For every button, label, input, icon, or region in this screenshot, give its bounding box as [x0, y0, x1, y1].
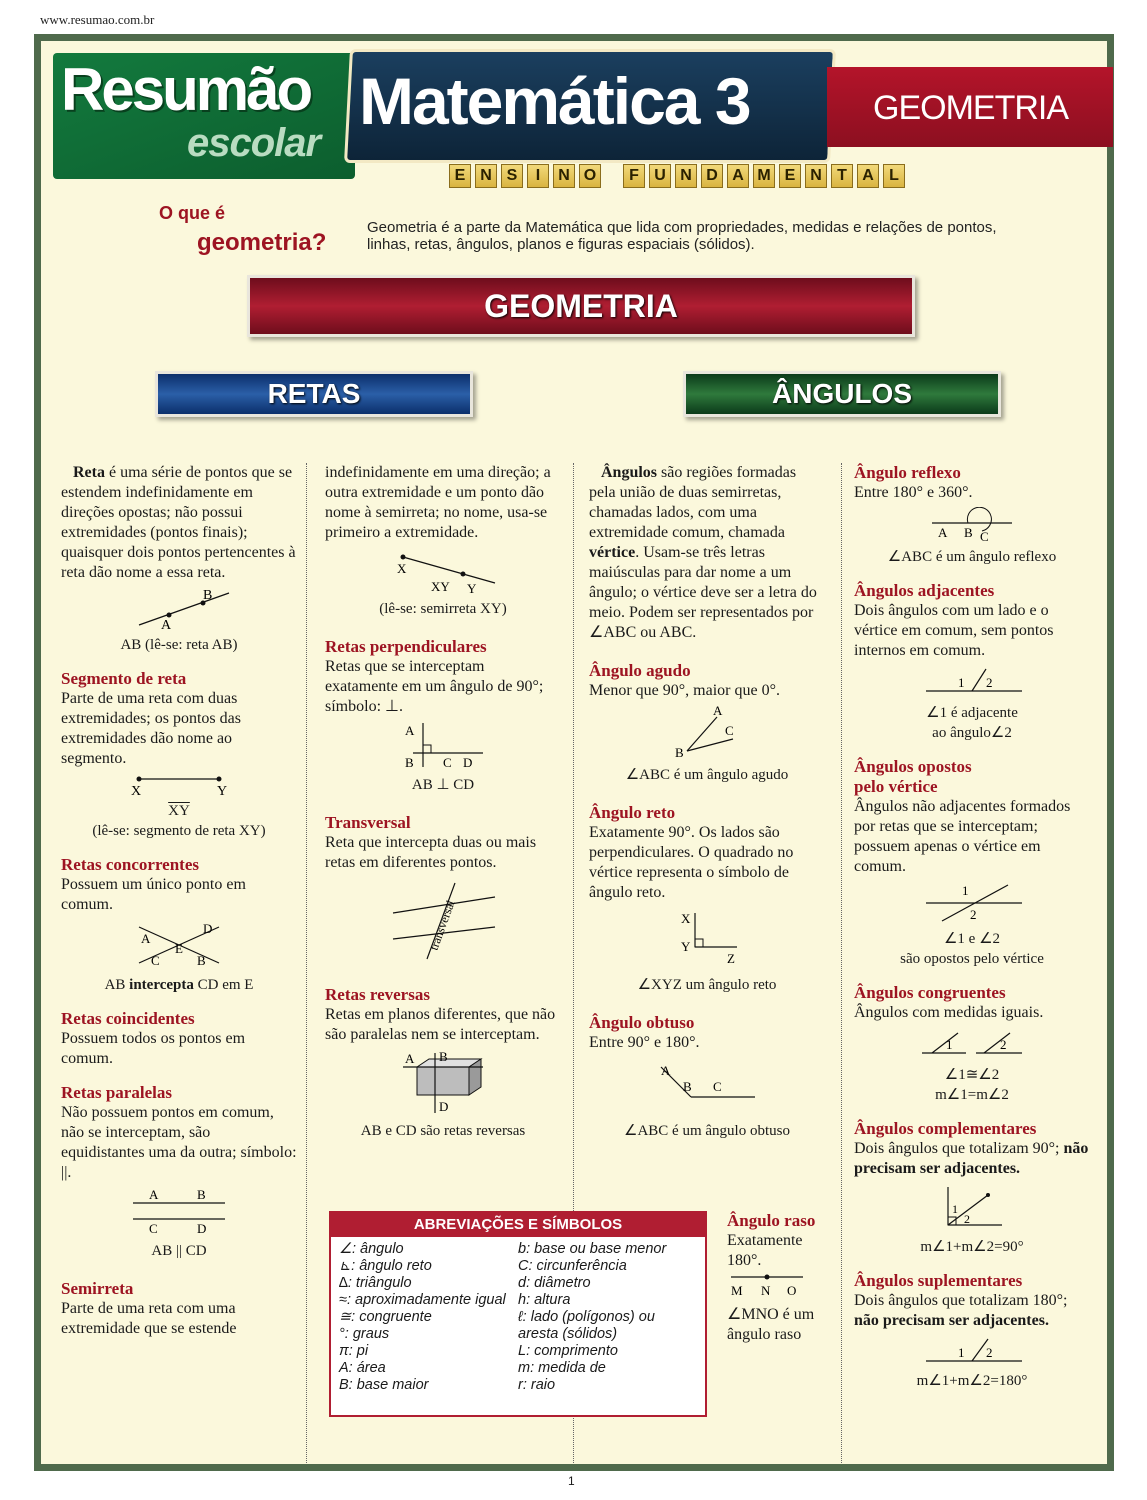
letter-tile: T — [831, 164, 853, 188]
suplementares-caption: m∠1+m∠2=180° — [916, 1373, 1028, 1389]
congruentes-caption-1: ∠1≅∠2 — [944, 1067, 1000, 1083]
column-angulos-1 — [589, 463, 825, 1141]
abbr-item: b: base ou base menor — [518, 1241, 667, 1257]
reta-definition — [61, 463, 297, 583]
adjacentes-text: Dois ângulos com um lado e o vértice em comum, sem pontos internos em comum. — [854, 602, 1054, 659]
svg-text:2: 2 — [1000, 1037, 1007, 1052]
column-divider — [841, 463, 842, 1463]
raso-block — [727, 1211, 837, 1345]
spacer — [854, 1105, 1090, 1119]
caption-bold: intercepta — [129, 977, 194, 993]
svg-text:Y: Y — [467, 581, 477, 595]
agudo-caption: ∠ABC é um ângulo agudo — [625, 767, 789, 783]
svg-text:1: 1 — [952, 1202, 958, 1216]
reversas-caption: AB e CD são retas reversas — [360, 1123, 526, 1139]
svg-text:A: A — [405, 723, 415, 738]
spacer — [589, 643, 825, 661]
letter-tile: L — [883, 164, 905, 188]
spacer — [854, 1257, 1090, 1271]
abbreviations-right — [518, 1241, 697, 1394]
topic-badge-label: GEOMETRIA — [873, 89, 1069, 127]
abbreviations-list — [331, 1237, 705, 1398]
raso-figure — [727, 1271, 807, 1299]
reversas-figure — [383, 1049, 503, 1117]
letter-tile: O — [579, 164, 601, 188]
reto-heading: Ângulo reto — [589, 803, 676, 822]
complementares-body: Dois ângulos que totalizam 90°; — [854, 1140, 1064, 1157]
letter-tile: E — [779, 164, 801, 188]
column-angulos-2 — [854, 463, 1090, 1391]
agudo-text: Menor que 90°, maior que 0°. — [589, 682, 780, 699]
suplementares-heading: Ângulos suplementares — [854, 1271, 1023, 1290]
angulos-term: Ângulos — [601, 464, 658, 481]
abbreviations-title: ABREVIAÇÕES E SÍMBOLOS — [331, 1213, 705, 1237]
suplementares-body: Dois ângulos que totalizam 180°; — [854, 1292, 1068, 1309]
segmento-heading: Segmento de reta — [61, 669, 187, 688]
column-retas-1 — [61, 463, 297, 1339]
congruentes-text: Ângulos com medidas iguais. — [854, 1004, 1044, 1021]
svg-text:A: A — [661, 1063, 671, 1078]
svg-text:C: C — [151, 953, 160, 968]
adjacentes-heading: Ângulos adjacentes — [854, 581, 995, 600]
abbr-item: ≅: congruente — [339, 1309, 432, 1325]
svg-text:D: D — [203, 921, 213, 936]
svg-text:N: N — [761, 1283, 771, 1298]
svg-text:B: B — [197, 1187, 206, 1202]
semirreta-text: Parte de uma reta com uma extremidade que se estende — [61, 1300, 237, 1337]
svg-text:X: X — [131, 784, 142, 797]
spacer — [854, 743, 1090, 757]
svg-text:1: 1 — [962, 883, 969, 898]
abbr-item: ≈: aproximadamente igual — [339, 1292, 506, 1308]
svg-text:1: 1 — [958, 675, 965, 690]
logo-subtitle: escolar — [187, 121, 321, 165]
reta-figure — [119, 587, 239, 631]
abbreviations-left — [339, 1241, 518, 1394]
svg-text:M: M — [731, 1283, 743, 1298]
section-banner-geometria: GEOMETRIA — [247, 275, 915, 337]
abbr-item: ℓ: lado (polígonos) ou aresta (sólidos) — [518, 1309, 655, 1342]
suplementares-note: não precisam ser adjacentes. — [854, 1312, 1049, 1329]
svg-text:A: A — [161, 618, 172, 631]
complementares-note: não precisam ser adjacentes. — [854, 1140, 1089, 1177]
complementares-heading: Ângulos complementares — [854, 1119, 1037, 1138]
svg-text:B: B — [964, 525, 973, 540]
semirreta-heading: Semirreta — [61, 1279, 134, 1298]
semirreta-figure — [383, 547, 503, 595]
svg-text:B: B — [405, 755, 414, 770]
caption-part: AB — [104, 977, 130, 993]
abbr-item: A: área — [339, 1360, 386, 1376]
section-banner-angulos: ÂNGULOS — [683, 371, 1001, 417]
abbr-item: ∠: ângulo — [339, 1241, 404, 1257]
intro-question-line1: O que é — [159, 203, 226, 223]
concorrentes-heading: Retas concorrentes — [61, 855, 200, 874]
svg-text:A: A — [141, 931, 151, 946]
brand-logo — [53, 53, 355, 179]
svg-text:C: C — [713, 1079, 722, 1094]
paralelas-figure — [119, 1187, 239, 1237]
semirreta-continued: indefinidamente em uma direção; a outra extremidade e um ponto dão nome à semirreta; no nome, usa-se primeiro a extremidade. — [325, 464, 551, 541]
opostos-heading-1: Ângulos opostos — [854, 757, 972, 776]
reto-caption: ∠XYZ um ângulo reto — [637, 977, 777, 993]
svg-text:D: D — [439, 1099, 449, 1114]
reta-text: é uma série de pontos que se estendem indefinidamente em direções opostas; não possui extremidades (pontos finais); quaisquer dois pontos pertencentes à reta dão nome a essa reta. — [61, 464, 296, 581]
svg-text:B: B — [439, 1049, 448, 1064]
page-number: 1 — [568, 1474, 575, 1488]
svg-text:2: 2 — [986, 1345, 993, 1360]
abbr-item: m: medida de — [518, 1360, 606, 1376]
letter-tile: A — [857, 164, 879, 188]
logo-title: Resumão — [61, 56, 311, 123]
adjacentes-caption-2: ao ângulo∠2 — [932, 725, 1012, 741]
svg-text:1: 1 — [958, 1345, 965, 1360]
column-retas-2 — [325, 463, 561, 1141]
perpendiculares-caption: AB ⊥ CD — [411, 777, 475, 793]
svg-text:B: B — [683, 1079, 692, 1094]
obtuso-heading: Ângulo obtuso — [589, 1013, 695, 1032]
svg-text:2: 2 — [986, 675, 993, 690]
opostos-heading-2: pelo vértice — [854, 777, 938, 796]
svg-text:A: A — [713, 705, 723, 718]
congruentes-figure — [912, 1027, 1032, 1061]
letter-tile: N — [475, 164, 497, 188]
congruentes-heading: Ângulos congruentes — [854, 983, 1006, 1002]
reta-term: Reta — [73, 464, 105, 481]
svg-text:C: C — [149, 1221, 158, 1236]
obtuso-figure — [647, 1057, 767, 1117]
abbr-item: d: diâmetro — [518, 1275, 591, 1291]
segmento-caption-2: (lê-se: segmento de reta XY) — [92, 823, 266, 839]
abbr-item: B: base maior — [339, 1377, 429, 1393]
paralelas-heading: Retas paralelas — [61, 1083, 172, 1102]
perpendiculares-heading: Retas perpendiculares — [325, 637, 487, 656]
spacer — [61, 995, 297, 1009]
concorrentes-figure — [119, 919, 239, 971]
reflexo-figure — [912, 507, 1032, 543]
angulos-text-2: . Usam-se três letras maiúsculas para dar nome a um ângulo; o vértice deve ser a letra do meio. Podem ser representados por ∠ABC ou ABC. — [589, 544, 817, 641]
svg-text:B: B — [203, 588, 213, 603]
abbr-item: r: raio — [518, 1377, 556, 1393]
letter-tile: N — [675, 164, 697, 188]
reflexo-text: Entre 180° e 360°. — [854, 484, 973, 501]
column-divider — [306, 463, 307, 1463]
svg-text:O: O — [787, 1283, 797, 1298]
agudo-heading: Ângulo agudo — [589, 661, 691, 680]
reversas-heading: Retas reversas — [325, 985, 430, 1004]
summary-card — [34, 34, 1114, 1471]
letter-tile: U — [649, 164, 671, 188]
raso-text: Exatamente 180°. — [727, 1232, 803, 1269]
svg-text:B: B — [675, 745, 684, 760]
vertice-term: vértice — [589, 544, 636, 561]
letter-tile: M — [753, 164, 775, 188]
spacer — [61, 1069, 297, 1083]
suplementares-text — [854, 1291, 1090, 1331]
abbr-item: π: pi — [339, 1343, 369, 1359]
concorrentes-caption — [61, 975, 297, 995]
paralelas-text: Não possuem pontos em comum, não se interceptam, são equidistantes uma da outra; símbolo: ||. — [61, 1104, 297, 1181]
segmento-caption-1: $\overline{XY}$ — [168, 803, 190, 819]
svg-text:Y: Y — [217, 784, 228, 797]
abbr-item: L: comprimento — [518, 1343, 618, 1359]
reto-text: Exatamente 90°. Os lados são perpendiculares. O quadrado no vértice representa o símbolo de ângulo reto. — [589, 824, 794, 901]
segmento-figure — [119, 773, 239, 797]
svg-text:1: 1 — [946, 1037, 953, 1052]
svg-text:E: E — [175, 941, 183, 956]
paralelas-caption: AB || CD — [151, 1243, 207, 1259]
congruentes-caption-2: m∠1=m∠2 — [935, 1087, 1009, 1103]
perpendiculares-figure — [383, 721, 503, 771]
caption-part: CD em E — [193, 977, 254, 993]
letter-tile: N — [553, 164, 575, 188]
abbreviations-box — [329, 1211, 707, 1417]
spacer — [61, 1261, 297, 1279]
letter-tile: E — [449, 164, 471, 188]
complementares-text — [854, 1139, 1090, 1179]
transversal-heading: Transversal — [325, 813, 411, 832]
transversal-text: Reta que intercepta duas ou mais retas em diferentes pontos. — [325, 834, 537, 871]
svg-text:X: X — [397, 561, 407, 576]
page-title: Matemática 3 — [359, 64, 750, 138]
opostos-text: Ângulos não adjacentes formados por retas que se interceptam; possuem apenas o vértice em comum. — [854, 798, 1071, 875]
abbr-item: h: altura — [518, 1292, 571, 1308]
svg-text:A: A — [149, 1187, 159, 1202]
intro-question-line2: geometria? — [197, 229, 327, 256]
subtitle-tiles — [449, 164, 905, 188]
svg-text:2: 2 — [964, 1212, 970, 1226]
reto-figure — [647, 907, 767, 971]
letter-tile: A — [727, 164, 749, 188]
coincidentes-text: Possuem todos os pontos em comum. — [61, 1030, 246, 1067]
section-banner-retas: RETAS — [155, 371, 473, 417]
svg-text:A: A — [405, 1051, 415, 1066]
concorrentes-text: Possuem um único ponto em comum. — [61, 876, 246, 913]
svg-text:D: D — [197, 1221, 207, 1236]
site-url[interactable]: www.resumao.com.br — [40, 12, 155, 27]
svg-text:C: C — [443, 755, 452, 770]
opostos-caption-2: são opostos pelo vértice — [900, 951, 1044, 967]
obtuso-caption: ∠ABC é um ângulo obtuso — [624, 1123, 790, 1139]
reversas-text: Retas em planos diferentes, que não são paralelas nem se interceptam. — [325, 1006, 556, 1043]
svg-text:Z: Z — [727, 951, 735, 966]
perpendiculares-text: Retas que se interceptam exatamente em um ângulo de 90°; símbolo: ⊥. — [325, 658, 544, 715]
adjacentes-figure — [912, 665, 1032, 699]
suplementares-figure — [912, 1335, 1032, 1367]
abbr-item: C: circunferência — [518, 1258, 627, 1274]
svg-text:C: C — [980, 529, 989, 543]
abbr-item: °: graus — [339, 1326, 390, 1342]
raso-caption: ∠MNO é um ângulo raso — [727, 1306, 815, 1343]
spacer — [61, 841, 297, 855]
spacer — [325, 967, 561, 985]
abbr-item: ⊾: ângulo reto — [339, 1258, 432, 1274]
svg-text:D: D — [463, 755, 473, 770]
segmento-text: Parte de uma reta com duas extremidades; os pontos das extremidades dão nome ao segmento. — [61, 690, 241, 767]
angulos-text: são regiões formadas pela união de duas semirretas, chamadas lados, com uma extremidade comum, chamada — [589, 464, 797, 541]
reflexo-caption: ∠ABC é um ângulo reflexo — [887, 549, 1057, 565]
svg-text:B: B — [197, 953, 206, 968]
opostos-figure — [912, 881, 1032, 925]
letter-tile: N — [805, 164, 827, 188]
reflexo-heading: Ângulo reflexo — [854, 463, 961, 482]
adjacentes-caption-1: ∠1 é adjacente — [926, 705, 1018, 721]
intro-text: Geometria é a parte da Matemática que lida com propriedades, medidas e relações de pontos, linhas, retas, ângulos, planos e figuras espaciais (sólidos). — [367, 219, 997, 253]
obtuso-text: Entre 90° e 180°. — [589, 1034, 700, 1051]
opostos-caption-1: ∠1 e ∠2 — [943, 931, 1001, 947]
spacer — [589, 785, 825, 803]
spacer — [854, 567, 1090, 581]
svg-text:XY: XY — [431, 579, 450, 594]
svg-text:Y: Y — [681, 939, 691, 954]
svg-text:A: A — [938, 525, 948, 540]
transversal-figure — [383, 877, 503, 963]
spacer — [854, 969, 1090, 983]
spacer — [325, 619, 561, 637]
svg-text:X: X — [681, 911, 691, 926]
spacer — [61, 655, 297, 669]
transversal-label: transversal — [426, 898, 458, 953]
svg-text:2: 2 — [970, 907, 977, 922]
letter-tile: D — [701, 164, 723, 188]
coincidentes-heading: Retas coincidentes — [61, 1009, 195, 1028]
raso-heading: Ângulo raso — [727, 1211, 816, 1230]
svg-text:C: C — [725, 723, 734, 738]
spacer — [589, 995, 825, 1013]
letter-tile: I — [527, 164, 549, 188]
angulos-definition — [589, 463, 825, 643]
tile-gap — [605, 164, 619, 188]
agudo-figure — [647, 705, 767, 761]
letter-tile: F — [623, 164, 645, 188]
letter-tile: S — [501, 164, 523, 188]
complementares-figure — [912, 1183, 1032, 1233]
spacer — [325, 795, 561, 813]
abbr-item: ∆: triângulo — [339, 1275, 412, 1291]
complementares-caption: m∠1+m∠2=90° — [920, 1239, 1024, 1255]
semirreta-caption: (lê-se: semirreta XY) — [379, 601, 507, 617]
reta-caption: AB (lê-se: reta AB) — [120, 637, 238, 653]
